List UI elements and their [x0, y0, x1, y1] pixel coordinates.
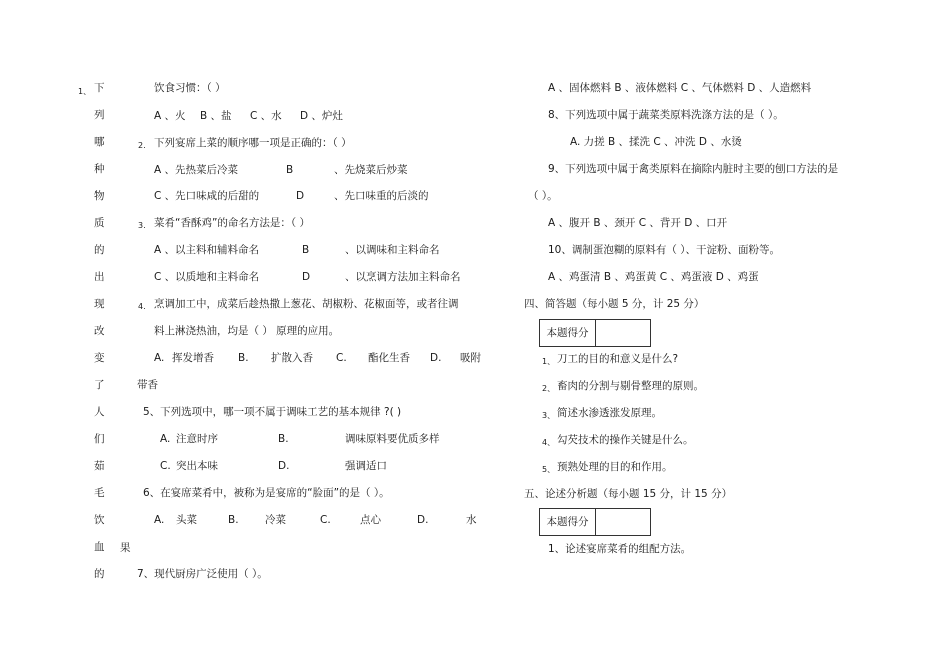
vertical-char: 哪 — [94, 136, 105, 148]
q6-option-continuation: 果 — [120, 542, 131, 554]
q4-option-d-letter: D. — [430, 352, 442, 364]
score-label: 本题得分 — [540, 320, 596, 346]
q3-option-a: A 、以主料和辅料命名 — [154, 244, 260, 256]
q6-option-d: 水 — [466, 514, 477, 526]
section-5-heading: 五、论述分析题（每小题 15 分，计 15 分） — [524, 488, 733, 500]
q5-option-a: 注意时序 — [176, 433, 218, 445]
q6-option-a: 头菜 — [176, 514, 197, 526]
q4-option-continuation: 带香 — [137, 379, 158, 391]
q1-option-c: C 、水 — [250, 110, 282, 122]
q4-option-a-letter: A. — [154, 352, 165, 364]
q3-number: 3. — [138, 221, 146, 230]
q1-number: 1、 — [78, 87, 92, 96]
q6-option-c: 点心 — [360, 514, 381, 526]
q7-stem: 7、现代厨房广泛使用（ ）。 — [137, 568, 268, 580]
q4-stem-line1: 烹调加工中，成菜后趁热撒上葱花、胡椒粉、花椒面等，或者往调 — [154, 298, 459, 310]
short-q1-number: 1、 — [542, 357, 556, 366]
q3-option-d: 、以烹调方法加主料命名 — [345, 271, 461, 283]
q2-option-b: 、先烧菜后炒菜 — [334, 164, 408, 176]
essay-q1-text: 1、论述宴席菜肴的组配方法。 — [548, 543, 692, 555]
vertical-char: 出 — [94, 271, 105, 283]
q4-stem-line2: 料上淋浇热油，均是（ ） 原理的应用。 — [154, 325, 340, 337]
q5-option-d: 强调适口 — [345, 460, 387, 472]
vertical-char: 种 — [94, 163, 105, 175]
vertical-char: 变 — [94, 352, 105, 364]
q4-option-b-letter: B. — [238, 352, 249, 364]
vertical-char: 了 — [94, 379, 105, 391]
q2-stem: 下列宴席上菜的顺序哪一项是正确的：（ ） — [154, 137, 352, 149]
q9-options: A 、腹开 B 、颈开 C 、背开 D 、口开 — [548, 217, 728, 229]
q4-option-a: 挥发增香 — [172, 352, 214, 364]
q5-stem: 5、下列选项中，哪一项不属于调味工艺的基本规律 ?( ) — [143, 406, 402, 418]
q9-stem: 9、下列选项中属于禽类原料在摘除内脏时主要的刨口方法的是 — [548, 163, 839, 175]
q7-options: A 、固体燃料 B 、液体燃料 C 、气体燃料 D 、人造燃料 — [548, 82, 812, 94]
vertical-char: 现 — [94, 298, 105, 310]
q2-option-d-letter: D — [296, 190, 305, 202]
short-q3-text: 简述水渗透涨发原理。 — [557, 407, 662, 419]
q5-option-a-letter: A. — [160, 433, 171, 445]
short-q3-number: 3、 — [542, 411, 556, 420]
vertical-char: 物 — [94, 190, 105, 202]
short-q5-text: 预熟处理的目的和作用。 — [557, 461, 673, 473]
q3-stem: 菜肴“香酥鸡”的命名方法是：（ ） — [154, 217, 310, 229]
q2-option-c: C 、先口味咸的后甜的 — [154, 190, 260, 202]
section-5-score-box — [539, 508, 651, 536]
q2-option-d: 、先口味重的后淡的 — [334, 190, 429, 202]
q5-option-c: 突出本味 — [176, 460, 218, 472]
vertical-char: 的 — [94, 244, 105, 256]
q1-stem: 饮食习惯：（ ） — [154, 82, 226, 94]
short-q1-text: 刀工的目的和意义是什么? — [557, 353, 679, 365]
q1-option-a: A 、火 — [154, 110, 186, 122]
q1-option-d: D 、炉灶 — [300, 110, 343, 122]
short-q4-text: 勾芡技术的操作关键是什么。 — [557, 434, 694, 446]
q4-option-c: 酯化生香 — [368, 352, 410, 364]
q8-stem: 8、下列选项中属于蔬菜类原料洗涤方法的是（ ）。 — [548, 109, 784, 121]
short-q4-number: 4、 — [542, 438, 556, 447]
q9-stem-blank: （ ）。 — [528, 190, 558, 202]
short-q5-number: 5、 — [542, 465, 556, 474]
q5-option-b-letter: B. — [278, 433, 289, 445]
q3-option-b-letter: B — [302, 244, 310, 256]
q8-options: A. 力搓 B 、揉洗 C 、冲洗 D 、水烫 — [570, 136, 742, 148]
short-q2-text: 畜肉的分割与剔骨整理的原则。 — [557, 380, 704, 392]
q10-stem: 10、调制蛋泡糊的原料有（ ）、干淀粉、面粉等。 — [548, 244, 780, 256]
vertical-char: 们 — [94, 433, 105, 445]
q4-option-d: 吸附 — [460, 352, 481, 364]
q2-number: 2. — [138, 141, 146, 150]
vertical-char: 茹 — [94, 460, 105, 472]
q4-number: 4. — [138, 302, 146, 311]
q2-option-b-letter: B — [286, 164, 294, 176]
vertical-char: 血 — [94, 541, 105, 553]
vertical-char: 下 — [94, 82, 105, 94]
q4-option-b: 扩散入香 — [271, 352, 313, 364]
q6-stem: 6、在宴席菜肴中，被称为是宴席的“脸面”的是（ ）。 — [143, 487, 390, 499]
vertical-char: 饮 — [94, 514, 105, 526]
vertical-char: 毛 — [94, 487, 105, 499]
vertical-char: 改 — [94, 325, 105, 337]
q10-options: A 、鸡蛋清 B 、鸡蛋黄 C 、鸡蛋液 D 、鸡蛋 — [548, 271, 759, 283]
q5-option-b: 调味原料要优质多样 — [345, 433, 440, 445]
short-q2-number: 2、 — [542, 384, 556, 393]
section-4-heading: 四、简答题（每小题 5 分，计 25 分） — [524, 298, 705, 310]
q4-option-c-letter: C. — [336, 352, 347, 364]
score-label: 本题得分 — [540, 509, 596, 535]
vertical-char: 人 — [94, 406, 105, 418]
q5-option-c-letter: C. — [160, 460, 171, 472]
score-cell[interactable] — [596, 320, 650, 346]
q6-option-a-letter: A. — [154, 514, 165, 526]
q6-option-d-letter: D. — [417, 514, 429, 526]
vertical-char: 的 — [94, 568, 105, 580]
q3-option-c: C 、以质地和主料命名 — [154, 271, 260, 283]
section-4-score-box — [539, 319, 651, 347]
q1-option-b: B 、盐 — [200, 110, 232, 122]
q6-option-b: 冷菜 — [265, 514, 286, 526]
q5-option-d-letter: D. — [278, 460, 290, 472]
score-cell[interactable] — [596, 509, 650, 535]
q2-option-a: A 、先热菜后冷菜 — [154, 164, 239, 176]
q6-option-b-letter: B. — [228, 514, 239, 526]
vertical-char: 列 — [94, 109, 105, 121]
vertical-char: 质 — [94, 217, 105, 229]
q3-option-b: 、以调味和主料命名 — [345, 244, 440, 256]
q6-option-c-letter: C. — [320, 514, 331, 526]
q3-option-d-letter: D — [302, 271, 311, 283]
